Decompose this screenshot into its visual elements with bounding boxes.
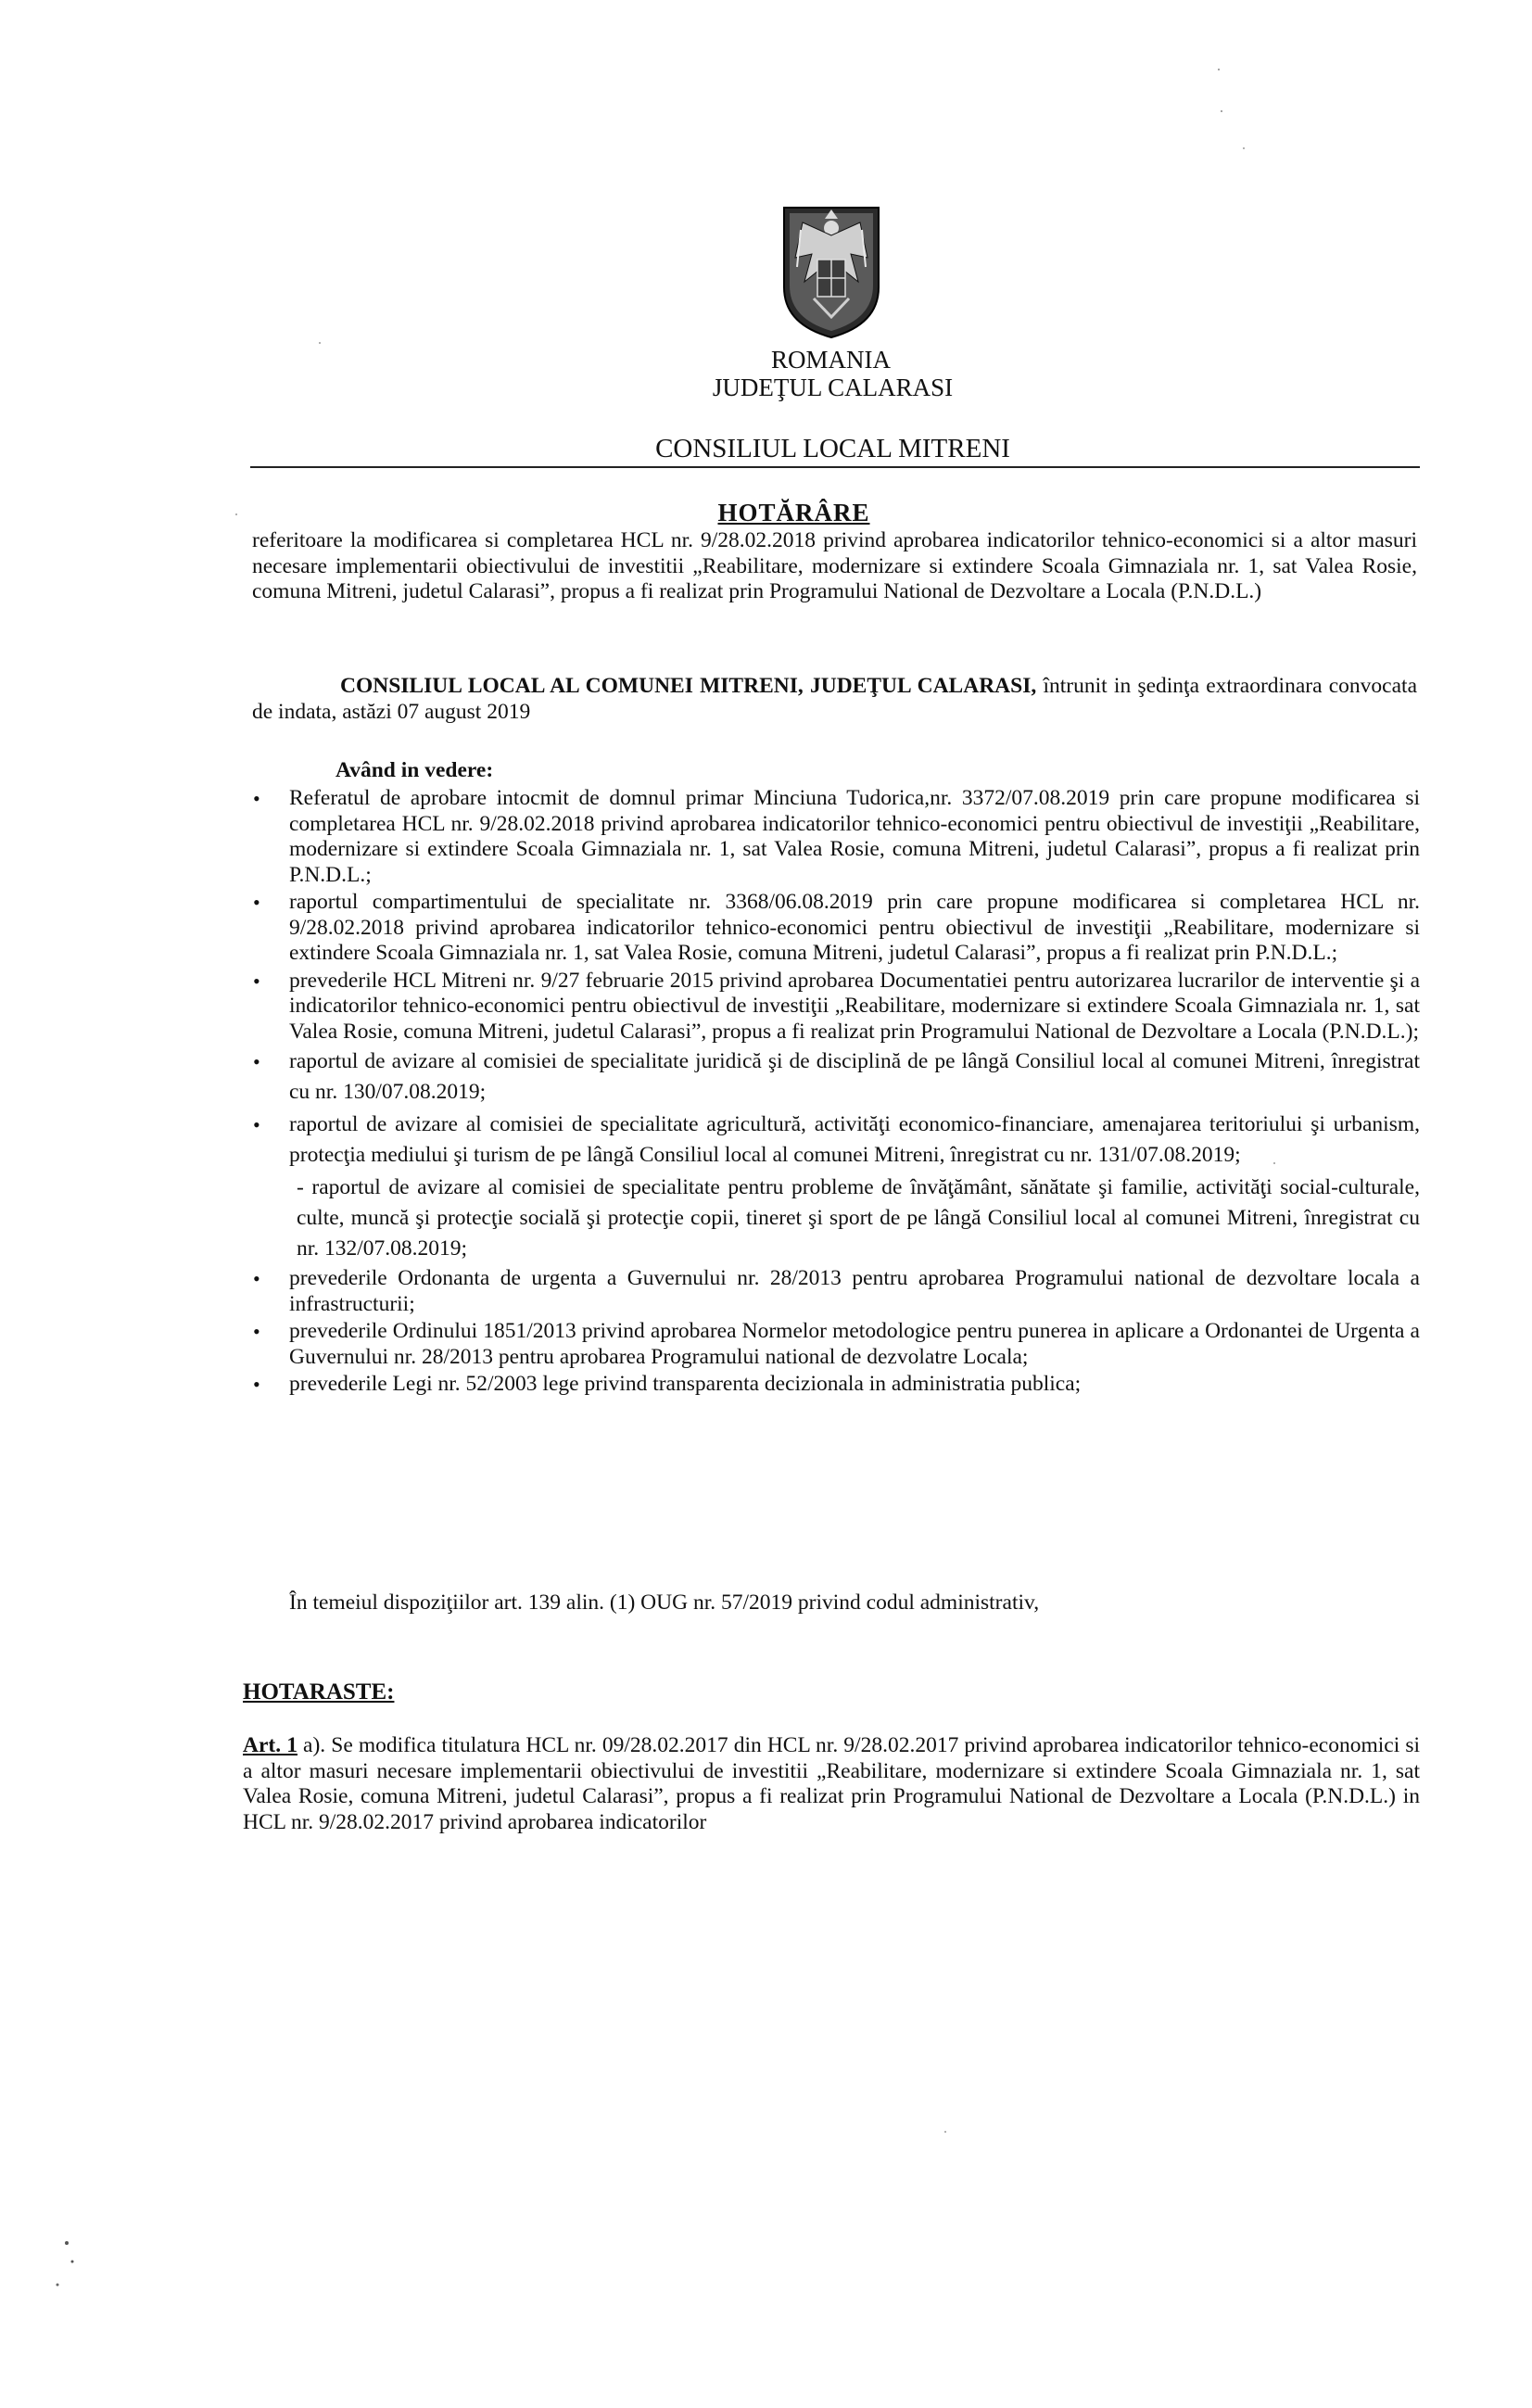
decision-subject: referitoare la modificarea si completarea HCL nr. 9/28.02.2018 privind aprobarea indicatorilor tehnico-economici si a altor masuri necesare implementarii obiectivului de investitii „Reabilitare, modernizare si extindere Scoala Gimnaziala nr. 1, sat Valea Rosie, comuna Mitreni, judetul Calarasi”, propus a fi realizat prin Programului National de Dezvoltare a Locala (P.N.D.L.) [252,528,1417,603]
convening-council: CONSILIUL LOCAL AL COMUNEI MITRENI, JUDEŢUL CALARASI, [340,674,1037,698]
list-item [250,786,1420,888]
list-item [250,969,1420,1046]
country-name: ROMANIA [770,346,891,374]
list-item [250,1372,1420,1398]
considering-list [250,786,1420,1400]
decides-heading: HOTARASTE: [243,1679,395,1705]
list-item-text: Referatul de aprobare intocmit de domnul primar Minciuna Tudorica,nr. 3372/07.08.2019 prin care propune modificarea si completarea HCL nr. 9/28.02.2018 privind aprobarea indicatorilor tehnico-economici pentru obiectivul de investiţii „Reabilitare, modernizare si extindere Scoala Gimnaziala nr. 1, sat Valea Rosie, comuna Mitreni, judetul Calarasi”, propus a fi realizat prin P.N.D.L.; [289,786,1420,887]
decision-title: HOTĂRÂRE [717,499,870,526]
article-text: a). Se modifica titulatura HCL nr. 09/28.02.2017 din HCL nr. 9/28.02.2017 privind aprobarea indicatorilor tehnico-economici si a altor masuri necesare implementarii obiectivului de investitii „Reabilitare, modernizare si extindere Scoala Gimnaziala nr. 1, sat Valea Rosie, comuna Mitreni, judetul Calarasi”, propus a fi realizat prin Programului National de Dezvoltare a Locala (P.N.D.L.) in HCL nr. 9/28.02.2017 privind aprobarea indicatorilor [243,1733,1420,1834]
list-item [250,1172,1420,1264]
list-item-text: raportul de avizare al comisiei de specialitate agricultură, activităţi economico-financiare, amenajarea teritoriului şi urbanism, protecţia mediului şi turism de pe lângă Consiliul local al comunei Mitreni, înregistrat cu nr. 131/07.08.2019; [289,1112,1420,1167]
council-name: CONSILIUL LOCAL MITRENI [655,434,1010,463]
list-item [250,1319,1420,1370]
romania-coat-of-arms-icon [777,202,886,341]
list-item [250,1109,1420,1171]
bullet-icon: • [253,891,260,914]
bullet-icon: • [253,1373,260,1396]
article-label: Art. 1 [243,1733,298,1757]
list-item-text: prevederile HCL Mitreni nr. 9/27 februarie 2015 privind aprobarea Documentatiei pentru autorizarea lucrarilor de interventie şi a indicatorilor tehnico-economici pentru obiectivul de investiţii „Reabilitare, modernizare si extindere Scoala Gimnaziala nr. 1, sat Valea Rosie, comuna Mitreni, judetul Calarasi”, propus a fi realizat prin Programului National de Dezvoltare a Locala (P.N.D.L.); [289,968,1420,1044]
list-item-text: raportul compartimentului de specialitate nr. 3368/06.08.2019 prin care propune modificarea si completarea HCL nr. 9/28.02.2018 privind aprobarea indicatorilor tehnico-economici pentru obiectivul de investiţii „Reabilitare, modernizare si extindere Scoala Gimnaziala nr. 1, sat Valea Rosie, comuna Mitreni, judetul Calarasi”, propus a fi realizat prin P.N.D.L.; [289,890,1420,965]
bullet-icon: • [253,969,260,993]
list-item [250,890,1420,967]
header-divider [250,466,1420,468]
convening-details: întrunit in şedinţa extraordinara convocata de indata, astăzi 07 august 2019 [252,674,1417,724]
considering-heading: Având in vedere: [336,758,494,782]
list-item-text: prevederile Ordonanta de urgenta a Guvernului nr. 28/2013 pentru aprobarea Programului national de dezvoltare locala a infrastructurii; [289,1266,1420,1316]
bullet-icon: • [253,1267,260,1290]
article-1 [243,1733,1420,1835]
list-item-text: raportul de avizare al comisiei de specialitate juridică şi de disciplină de pe lângă Consiliul local al comunei Mitreni, înregistrat cu nr. 130/07.08.2019; [289,1049,1420,1104]
county-name: JUDEŢUL CALARASI [712,374,954,401]
legal-basis: În temeiul dispoziţiilor art. 139 alin. (1) OUG nr. 57/2019 privind codul administrativ, [289,1591,1040,1615]
bullet-icon: • [253,1113,260,1136]
bullet-icon: • [253,1320,260,1343]
bullet-icon: • [253,1050,260,1073]
convening-paragraph [252,674,1417,725]
list-item [250,1266,1420,1317]
list-item-text: prevederile Ordinului 1851/2013 privind aprobarea Normelor metodologice pentru punerea in aplicare a Ordonantei de Urgenta a Guvernului nr. 28/2013 pentru aprobarea Programului national de dezvolatre Locala; [289,1319,1420,1369]
list-item [250,1046,1420,1108]
list-item-text: - raportul de avizare al comisiei de specialitate pentru probleme de învăţământ, sănătate şi familie, activităţi social-culturale, culte, muncă şi protecţie socială şi protecţie copii, tineret şi sport de pe lângă Consiliul local al comunei Mitreni, înregistrat cu nr. 132/07.08.2019; [297,1175,1420,1261]
list-item-text: prevederile Legi nr. 52/2003 lege privind transparenta decizionala in administratia publica; [289,1372,1082,1396]
bullet-icon: • [253,787,260,810]
